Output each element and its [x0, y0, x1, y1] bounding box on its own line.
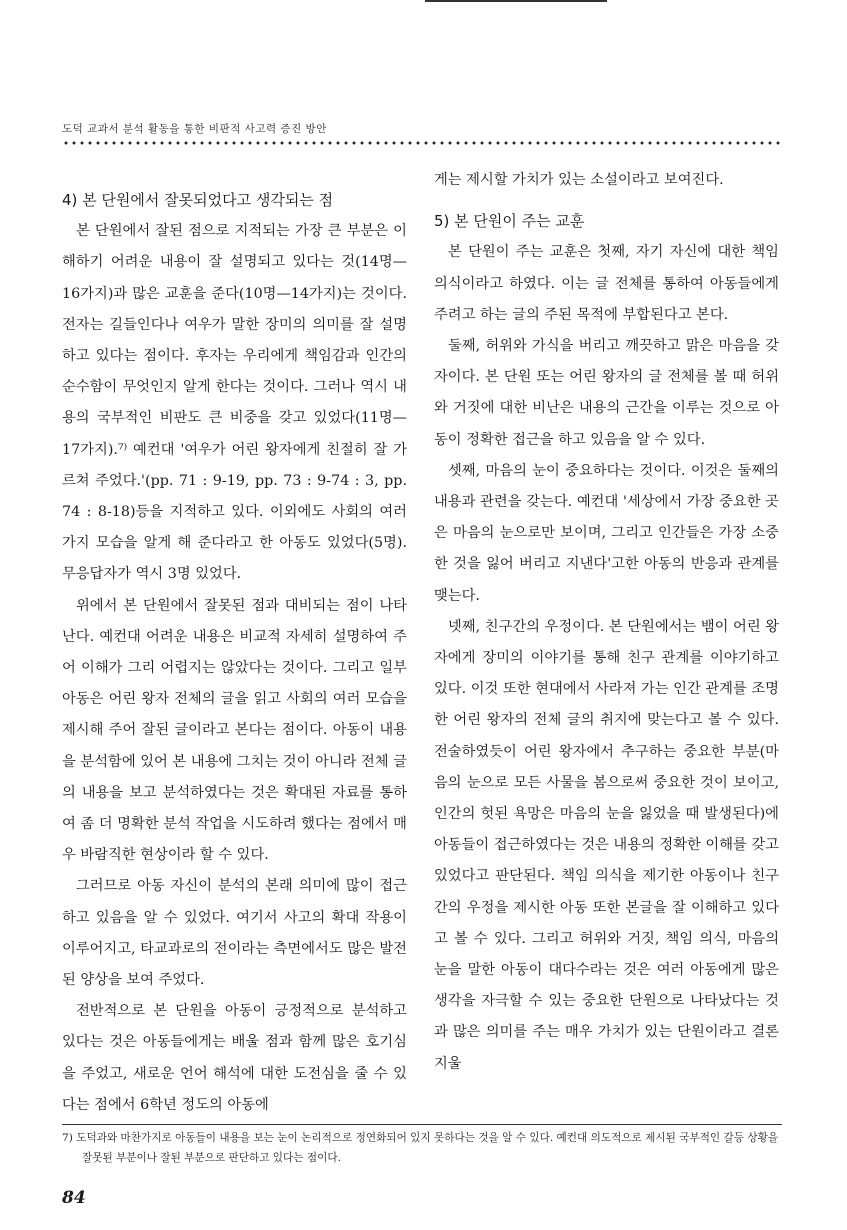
paragraph: 위에서 본 단원에서 잘못된 점과 대비되는 점이 나타난다. 예컨대 어려운 내용은 비교적 자세히 설명하여 주어 이해가 그리 어렵지는 않았다는 것이다. 그리고 일부 아동은 어린 왕자 전체의 글을 읽고 사회의 여러 모습을 제시해 주어 잘된 글이라고 본다는 점이다. 아동이 내용을 분석함에 있어 본 내용에 그치는 것이 아니라 전체 글의 내용을 보고 분석하였다는 것은 확대된 자료를 통하여 좀 더 명확한 분석 작업을 시도하려 했다는 점에서 매우 바람직한 현상이라 할 수 있다. [62, 597, 407, 864]
page-number: 84 [62, 1188, 86, 1208]
running-header: 도덕 교과서 분석 활동을 통한 비판적 사고력 증진 방안 [62, 123, 327, 135]
section-heading-4: 4) 본 단원에서 잘못되었다고 생각되는 점 [62, 191, 334, 209]
paragraph: 그러므로 아동 자신이 분석의 본래 의미에 많이 접근하고 있음을 알 수 있었다. 여기서 사고의 확대 작용이 이루어지고, 타교과로의 전이라는 측면에서도 많은 발전된 양상을 보여 주었다. [62, 878, 407, 989]
dotted-divider [62, 139, 782, 147]
footnotes [62, 1128, 784, 1168]
footnote-divider [62, 1124, 782, 1125]
paragraph: 본 단원에서 잘된 점으로 지적되는 가장 큰 부분은 이해하기 어려운 내용이 잘 설명되고 있다는 것(14명—16가지)과 많은 교훈을 준다(10명—14가지)는 것이다. 전자는 길들인다나 여우가 말한 장미의 의미를 잘 설명하고 있다는 점이다. 후자는 우리에게 책임감과 인간의 순수함이 무엇인지 알게 한다는 것이다. 그러나 역시 내용의 국부적인 비판도 큰 비중을 갖고 있었다(11명—17가지).⁷⁾ 예컨대 '여우가 어린 왕자에게 친절히 잘 가르쳐 주었다.'(pp. 71 : 9-19, pp. 73 : 9-74 : 3, pp. 74 : 8-18)등을 지적하고 있다. 이외에도 사회의 여러 가지 모습을 알게 해 준다라고 한 아동도 있었다(5명). 무응답자가 역시 3명 있었다. [62, 223, 407, 583]
left-column [62, 165, 407, 1121]
section-heading-5: 5) 본 단원이 주는 교훈 [434, 212, 585, 231]
right-column [434, 165, 779, 1080]
continuation-text: 게는 제시할 가치가 있는 소설이라고 보여진다. [434, 172, 724, 188]
paragraph: 전반적으로 본 단원을 아동이 긍정적으로 분석하고 있다는 것은 아동들에게는 배울 점과 함께 많은 호기심을 주었고, 새로운 언어 해석에 대한 도전심을 줄 수 있다는 점에서 6학년 정도의 아동에 [62, 1003, 407, 1113]
paragraph: 둘째, 허위와 가식을 버리고 깨끗하고 맑은 마음을 갖자이다. 본 단원 또는 어린 왕자의 글 전체를 볼 때 허위와 거짓에 대한 비난은 내용의 근간을 이루는 것으로 아동이 정확한 접근을 하고 있음을 알 수 있다. [434, 338, 779, 448]
top-rule [425, 0, 607, 2]
paragraph: 넷째, 친구간의 우정이다. 본 단원에서는 뱀이 어린 왕자에게 장미의 이야기를 통해 친구 관계를 이야기하고 있다. 이것 또한 현대에서 사라져 가는 인간 관계를 조명한 어린 왕자의 전체 글의 취지에 맞는다고 볼 수 있다. 전술하였듯이 어린 왕자에서 추구하는 중요한 부분(마음의 눈으로 모든 사물을 봄으로써 중요한 것이 보이고, 인간의 헛된 욕망은 마음의 눈을 잃었을 때 발생된다)에 아동들이 접근하였다는 것은 내용의 정확한 이해를 갖고 있었다고 판단된다. 책임 의식을 제기한 아동이나 친구간의 우정을 제시한 아동 또한 본글을 잘 이해하고 있다고 볼 수 있다. 그리고 허위와 거짓, 책임 의식, 마음의 눈을 말한 아동이 대다수라는 것은 여러 아동에게 많은 생각을 자극할 수 있는 중요한 단원으로 나타났다는 것과 많은 의미를 주는 매우 가치가 있는 단원이라고 결론 지울 [434, 618, 779, 1072]
paragraph: 셋째, 마음의 눈이 중요하다는 것이다. 이것은 둘째의 내용과 관련을 갖는다. 예컨대 '세상에서 가장 중요한 곳은 마음의 눈으로만 보이며, 그리고 인간들은 가장 소중한 것을 잃어 버리고 지낸다'고한 아동의 반응과 관계를 맺는다. [434, 462, 779, 604]
paragraph: 본 단원이 주는 교훈은 첫째, 자기 자신에 대한 책임 의식이라고 하였다. 이는 글 전체를 통하여 아동들에게 주려고 하는 글의 주된 목적에 부합된다고 본다. [434, 244, 779, 323]
footnote-7: 7) 도덕과와 마찬가지로 아동들이 내용을 보는 눈이 논리적으로 정연화되어 있지 못하다는 것을 알 수 있다. 예컨대 의도적으로 제시된 국부적인 갈등 상황을 잘못된 부분이나 잘된 부분으로 판단하고 있다는 점이다. [62, 1132, 779, 1164]
